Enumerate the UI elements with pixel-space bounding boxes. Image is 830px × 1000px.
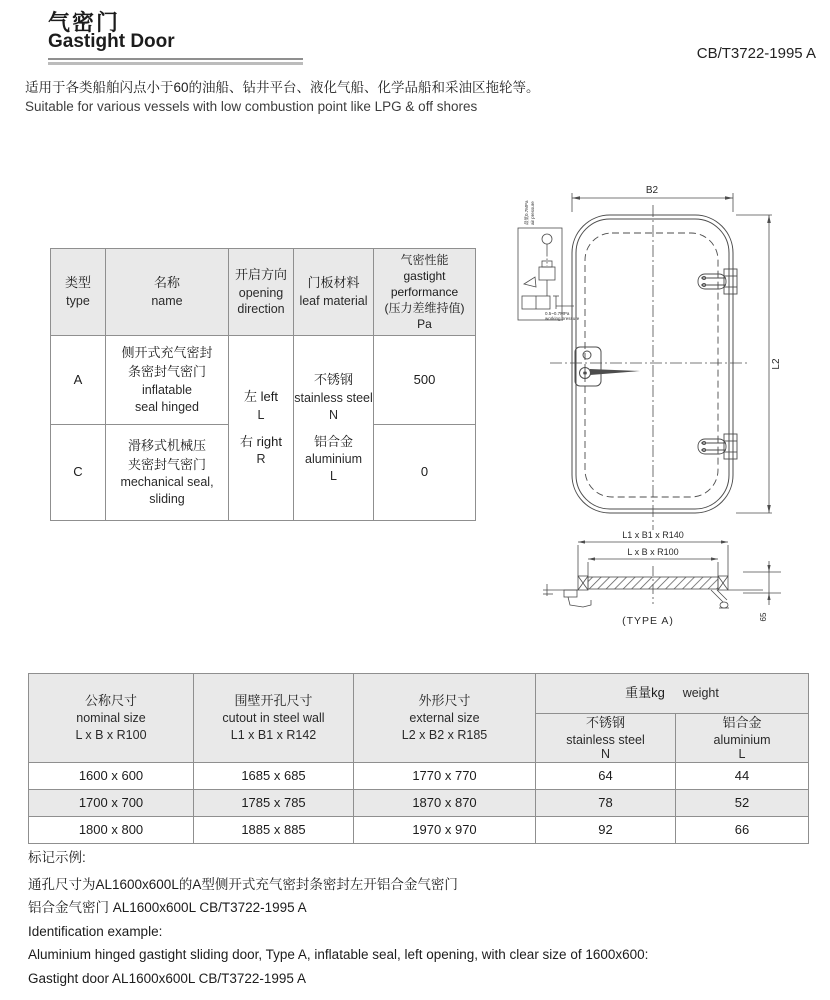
material-alu-code: L bbox=[330, 469, 337, 484]
nominal-formula: L x B x R100 bbox=[75, 728, 147, 743]
size-subcol-steel bbox=[536, 714, 676, 763]
material-alu-en: aluminium bbox=[305, 452, 362, 467]
dim-l2 bbox=[736, 215, 772, 513]
material-steel-zh: 不锈钢 bbox=[313, 371, 353, 387]
size-subcol-alu bbox=[676, 714, 809, 763]
spec-row-a bbox=[51, 336, 476, 425]
spec-col-type bbox=[51, 249, 106, 336]
name-line: sliding bbox=[149, 492, 185, 507]
section-thickness-label: 65 bbox=[759, 612, 768, 622]
cutout-cell: 1785 x 785 bbox=[194, 789, 354, 816]
alu-weight-cell: 52 bbox=[676, 789, 809, 816]
spec-col-performance bbox=[374, 249, 476, 336]
size-col-nominal bbox=[29, 674, 194, 763]
opening-right: 右 right bbox=[240, 433, 282, 449]
col-perf-en1: gastight bbox=[403, 268, 446, 283]
alu-weight-cell: 66 bbox=[676, 816, 809, 843]
col-name-en: name bbox=[151, 293, 183, 308]
size-row bbox=[29, 816, 809, 843]
example-zh-line2: 铝合金气密门 AL1600x600L CB/T3722-1995 A bbox=[28, 900, 307, 915]
hinge-bottom-icon bbox=[698, 434, 737, 459]
size-table bbox=[28, 673, 809, 844]
external-cell: 1970 x 970 bbox=[354, 816, 536, 843]
col-type-zh: 类型 bbox=[64, 275, 91, 291]
cutout-formula: L1 x B1 x R142 bbox=[230, 728, 317, 743]
page-title-zh: 气密门 bbox=[48, 10, 121, 35]
col-type-en: type bbox=[66, 293, 90, 308]
size-col-external bbox=[354, 674, 536, 763]
name-line: 夹密封气密门 bbox=[127, 456, 206, 472]
col-name-zh: 名称 bbox=[153, 275, 180, 291]
name-cell bbox=[106, 336, 229, 425]
material-alu-zh: 铝合金 bbox=[313, 433, 353, 449]
material-steel-en: stainless steel bbox=[294, 390, 373, 405]
spec-header-row bbox=[51, 249, 476, 336]
nominal-cell: 1700 x 700 bbox=[29, 789, 194, 816]
example-en-line1: Aluminium hinged gastight sliding door, Type A, inflatable seal, left opening, with clear size of 1600x600: bbox=[28, 947, 649, 962]
example-label-zh: 标记示例: bbox=[28, 850, 86, 865]
col-perf-zh2: (压力差维持值) bbox=[384, 301, 465, 316]
identification-example bbox=[28, 848, 648, 992]
name-line: 条密封气密门 bbox=[127, 364, 206, 380]
external-formula: L2 x B2 x R185 bbox=[401, 728, 488, 743]
cutout-en: cutout in steel wall bbox=[222, 711, 325, 726]
working-pressure-note-2: working pressure bbox=[545, 316, 580, 321]
cutout-zh: 围壁开孔尺寸 bbox=[234, 692, 313, 708]
cutout-cell: 1885 x 885 bbox=[194, 816, 354, 843]
dim-l2-label: L2 bbox=[771, 358, 782, 370]
example-label-en: Identification example: bbox=[28, 923, 163, 939]
spec-col-name bbox=[106, 249, 229, 336]
nominal-en: nominal size bbox=[76, 711, 146, 726]
description-zh: 适用于各类船舶闪点小于60的油船、钻井平台、液化气船、化学品船和采油区拖轮等。 bbox=[25, 80, 540, 95]
air-pressure-note-1: 最低0.7MPa bbox=[524, 200, 529, 225]
hinge-top-icon bbox=[698, 269, 737, 294]
name-line: seal hinged bbox=[135, 399, 199, 414]
cutout-cell: 1685 x 685 bbox=[194, 762, 354, 789]
opening-left-code: L bbox=[257, 407, 265, 422]
weight-zh: 重量kg bbox=[625, 685, 665, 701]
name-line: 滑移式机械压 bbox=[127, 437, 206, 453]
performance-cell: 0 bbox=[374, 425, 476, 521]
external-cell: 1870 x 870 bbox=[354, 789, 536, 816]
dim-b2-label: B2 bbox=[645, 185, 659, 196]
nominal-cell: 1800 x 800 bbox=[29, 816, 194, 843]
name-line: mechanical seal, bbox=[120, 475, 214, 490]
col-material-en: leaf material bbox=[299, 293, 368, 308]
steel-en: stainless steel bbox=[566, 732, 645, 747]
steel-weight-cell: 92 bbox=[536, 816, 676, 843]
nominal-cell: 1600 x 600 bbox=[29, 762, 194, 789]
air-pressure-note-2: air pressure bbox=[530, 201, 535, 225]
alu-code: L bbox=[738, 747, 746, 762]
section-type-label: (TYPE A) bbox=[622, 615, 674, 627]
col-opening-zh: 开启方向 bbox=[234, 266, 287, 282]
spec-col-material bbox=[294, 249, 374, 336]
section-dim-inner-label: L x B x R100 bbox=[627, 547, 679, 557]
name-line: 侧开式充气密封 bbox=[121, 345, 213, 361]
opening-left: 左 left bbox=[244, 388, 278, 404]
material-steel-code: N bbox=[328, 407, 339, 422]
name-cell bbox=[106, 425, 229, 521]
steel-weight-cell: 64 bbox=[536, 762, 676, 789]
working-pressure-note-1: 0.5~0.7MPa bbox=[545, 311, 570, 316]
external-cell: 1770 x 770 bbox=[354, 762, 536, 789]
size-col-cutout bbox=[194, 674, 354, 763]
name-line: inflatable bbox=[141, 382, 193, 397]
external-zh: 外形尺寸 bbox=[418, 692, 471, 708]
steel-zh: 不锈钢 bbox=[585, 715, 625, 730]
door-front-view bbox=[550, 205, 750, 530]
example-en-line2: Gastight door AL1600x600L CB/T3722-1995 A bbox=[28, 970, 306, 986]
spec-table bbox=[50, 248, 476, 521]
pneumatic-schematic bbox=[518, 228, 574, 320]
description-en: Suitable for various vessels with low combustion point like LPG & off shores bbox=[25, 99, 478, 114]
type-cell: C bbox=[51, 425, 106, 521]
col-opening-en1: opening bbox=[238, 285, 284, 300]
performance-cell: 500 bbox=[374, 336, 476, 425]
size-header-row-1 bbox=[29, 674, 809, 714]
alu-zh: 铝合金 bbox=[722, 715, 762, 730]
opening-right-code: R bbox=[256, 452, 266, 467]
col-perf-zh: 气密性能 bbox=[400, 252, 449, 267]
size-row bbox=[29, 762, 809, 789]
external-en: external size bbox=[409, 711, 480, 726]
example-zh-line1: 通孔尺寸为AL1600x600L的A型侧开式充气密封条密封左开铝合金气密门 bbox=[28, 876, 458, 892]
technical-drawing bbox=[495, 165, 825, 665]
size-row bbox=[29, 789, 809, 816]
size-col-weight bbox=[536, 674, 809, 714]
weight-en: weight bbox=[682, 686, 719, 701]
alu-en: aluminium bbox=[713, 732, 771, 747]
title-underline bbox=[48, 58, 303, 66]
opening-cell bbox=[229, 336, 294, 521]
col-material-zh: 门板材料 bbox=[307, 275, 360, 291]
alu-weight-cell: 44 bbox=[676, 762, 809, 789]
steel-weight-cell: 78 bbox=[536, 789, 676, 816]
section-dim-outer-label: L1 x B1 x R140 bbox=[622, 530, 684, 540]
col-perf-unit: Pa bbox=[417, 317, 432, 332]
nominal-zh: 公称尺寸 bbox=[84, 692, 137, 708]
standard-code: CB/T3722-1995 A bbox=[696, 45, 816, 62]
col-perf-en2: performance bbox=[390, 284, 459, 299]
material-cell bbox=[294, 336, 374, 521]
col-opening-en2: direction bbox=[237, 302, 285, 317]
steel-code: N bbox=[600, 747, 611, 762]
spec-col-opening bbox=[229, 249, 294, 336]
page-title-en: Gastight Door bbox=[48, 31, 175, 52]
type-cell: A bbox=[51, 336, 106, 425]
